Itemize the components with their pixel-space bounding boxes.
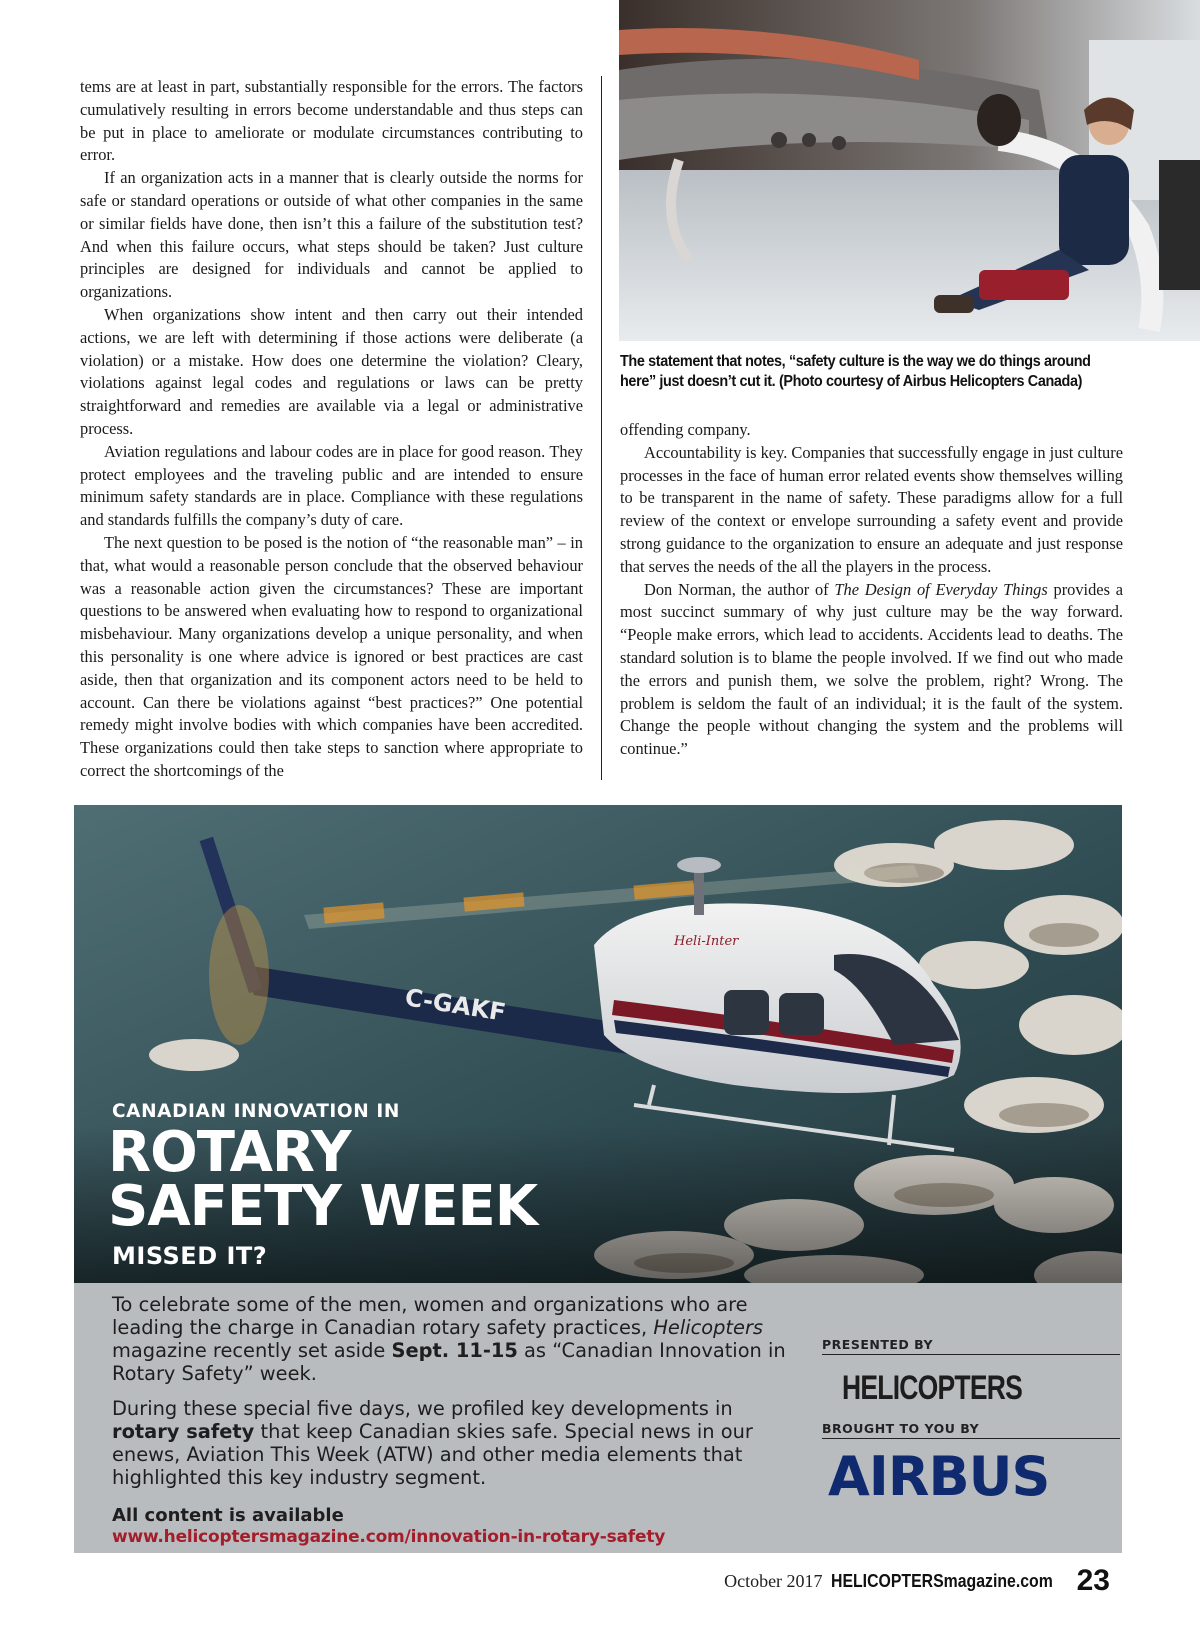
page-number: 23 [1076, 1564, 1110, 1597]
hangar-photo-illustration [619, 0, 1200, 341]
ad-text: To celebrate some of the men, women and organizations who are leading the charge in Canadian rotary safety practices, [112, 1293, 748, 1339]
issue-date: October 2017 [724, 1571, 823, 1591]
photo-caption: The statement that notes, “safety culture is the way we do things around here” just doesn’t cut it. (Photo courtesy of Airbus Helicopters Canada) [620, 353, 1091, 390]
ad-title-line2: SAFETY WEEK [108, 1174, 538, 1239]
ad-text: that keep Canadian skies safe. Special news in our enews, Aviation This Week (ATW) and other media elements that highlighted this key industry segment. [112, 1420, 753, 1489]
article-column-left [80, 76, 583, 783]
helicopters-logo: HELICOPTERS [842, 1369, 1023, 1407]
column-divider [601, 76, 602, 780]
ad-title-line1: ROTARY [108, 1120, 351, 1185]
ad-body-paragraph [112, 1397, 792, 1489]
ad-kicker: CANADIAN INNOVATION IN [112, 1101, 400, 1122]
event-dates: Sept. 11-15 [391, 1339, 518, 1362]
book-title: The Design of Everyday Things [834, 579, 1048, 599]
article-paragraph: When organizations show intent and then carry out their intended actions, we are left with determining if those actions were deliberate (a violation) or a mistake. How does one determine the violation? Cleary, violations against legal codes and regulations or laws can be pretty straightforward and remedies are available via a legal or administrative process. [80, 304, 583, 438]
magazine-name: Helicopters [653, 1316, 764, 1339]
ad-url-link[interactable]: www.helicoptersmagazine.com/innovation-in-rotary-safety [112, 1527, 666, 1547]
hangar-photo [619, 0, 1200, 341]
ad-availability: All content is available [112, 1505, 344, 1526]
ad-text: magazine recently set aside [112, 1339, 392, 1362]
article-paragraph: offending company. [620, 420, 751, 439]
norman-quote: provides a most succinct summary of why just culture may be the way forward. “People make errors, which lead to accidents. Accidents lead to deaths. The standard solution is to blame the people involved. If we find out who made the errors and punish them, we solve the problem, right? Wrong. The problem is seldom the fault of an individual; it is the fault of the system. Change the people without changing the system and the problems will continue.” [620, 579, 1123, 759]
page-footer [724, 1564, 1110, 1598]
article-paragraph: tems are at least in part, substantially responsible for the errors. The factors cumulatively resulting in errors become understandable and thus steps can be put in place to ameliorate or modulate circumstances contributing to error. [80, 77, 583, 165]
article-column-right [620, 419, 1123, 761]
magazine-website: HELICOPTERSmagazine.com [830, 1571, 1053, 1591]
ad-body-paragraph [112, 1293, 792, 1385]
article-paragraph: The next question to be posed is the notion of “the reasonable man” – in that, what would a reasonable person conclude that the observed behaviour was a reasonable action given the circumstances? These are important questions to be answered when evaluating how to respond to organizational misbehaviour. Many organizations develop a unique personality, and when this personality is one where advice is ignored or best practices are cast aside, then that organization and its component actors need to be held to account. Can there be violations against “best practices?” One potential remedy might involve bodies with which companies have been accredited. These organizations could then take steps to sanction where appropriate to correct the shortcomings of the [80, 532, 583, 780]
ad-emphasis: rotary safety [112, 1420, 255, 1443]
brought-by-label: BROUGHT TO YOU BY [822, 1421, 980, 1436]
ad-helicopter-photo [74, 805, 1122, 1283]
sponsor-divider [822, 1438, 1120, 1439]
norman-intro: Don Norman, the author of [644, 579, 835, 599]
article-paragraph: If an organization acts in a manner that is clearly outside the norms for safe or standard operations or outside of what other companies in the same or similar fields have done, then isn’t this a failure of the substitution test? And when this failure occurs, what steps should be taken? Just culture principles are designed for individuals and cannot be applied to organizations. [80, 168, 583, 302]
article-paragraph [620, 579, 1123, 761]
sponsor-divider [822, 1354, 1120, 1355]
airbus-logo: AIRBUS [828, 1445, 1050, 1508]
ad-text: as “Canadian Innovation in Rotary Safety” week. [112, 1339, 786, 1385]
article-paragraph: Accountability is key. Companies that successfully engage in just culture processes in the face of human error related events show themselves willing to be transparent in the name of safety. These paradigms allow for a full review of the context or envelope surrounding a safety event and provide strong guidance to the organization to ensure an adequate and just response that serves the needs of the all the players in the process. [620, 442, 1123, 576]
rotary-safety-week-ad [74, 805, 1122, 1553]
ad-missed-it: MISSED IT? [112, 1242, 268, 1270]
presented-by-label: PRESENTED BY [822, 1337, 934, 1352]
ad-text: During these special five days, we profiled key developments in [112, 1397, 733, 1420]
article-paragraph: Aviation regulations and labour codes are in place for good reason. They protect employees and the traveling public and are intended to ensure minimum safety standards are in place. Compliance with these regulations and standards fulfills the company’s duty of care. [80, 441, 583, 530]
helicopter-registration: C-GAKF [403, 983, 508, 1027]
ad-body [112, 1293, 792, 1501]
helicopter-livery: Heli-Inter [674, 934, 739, 949]
